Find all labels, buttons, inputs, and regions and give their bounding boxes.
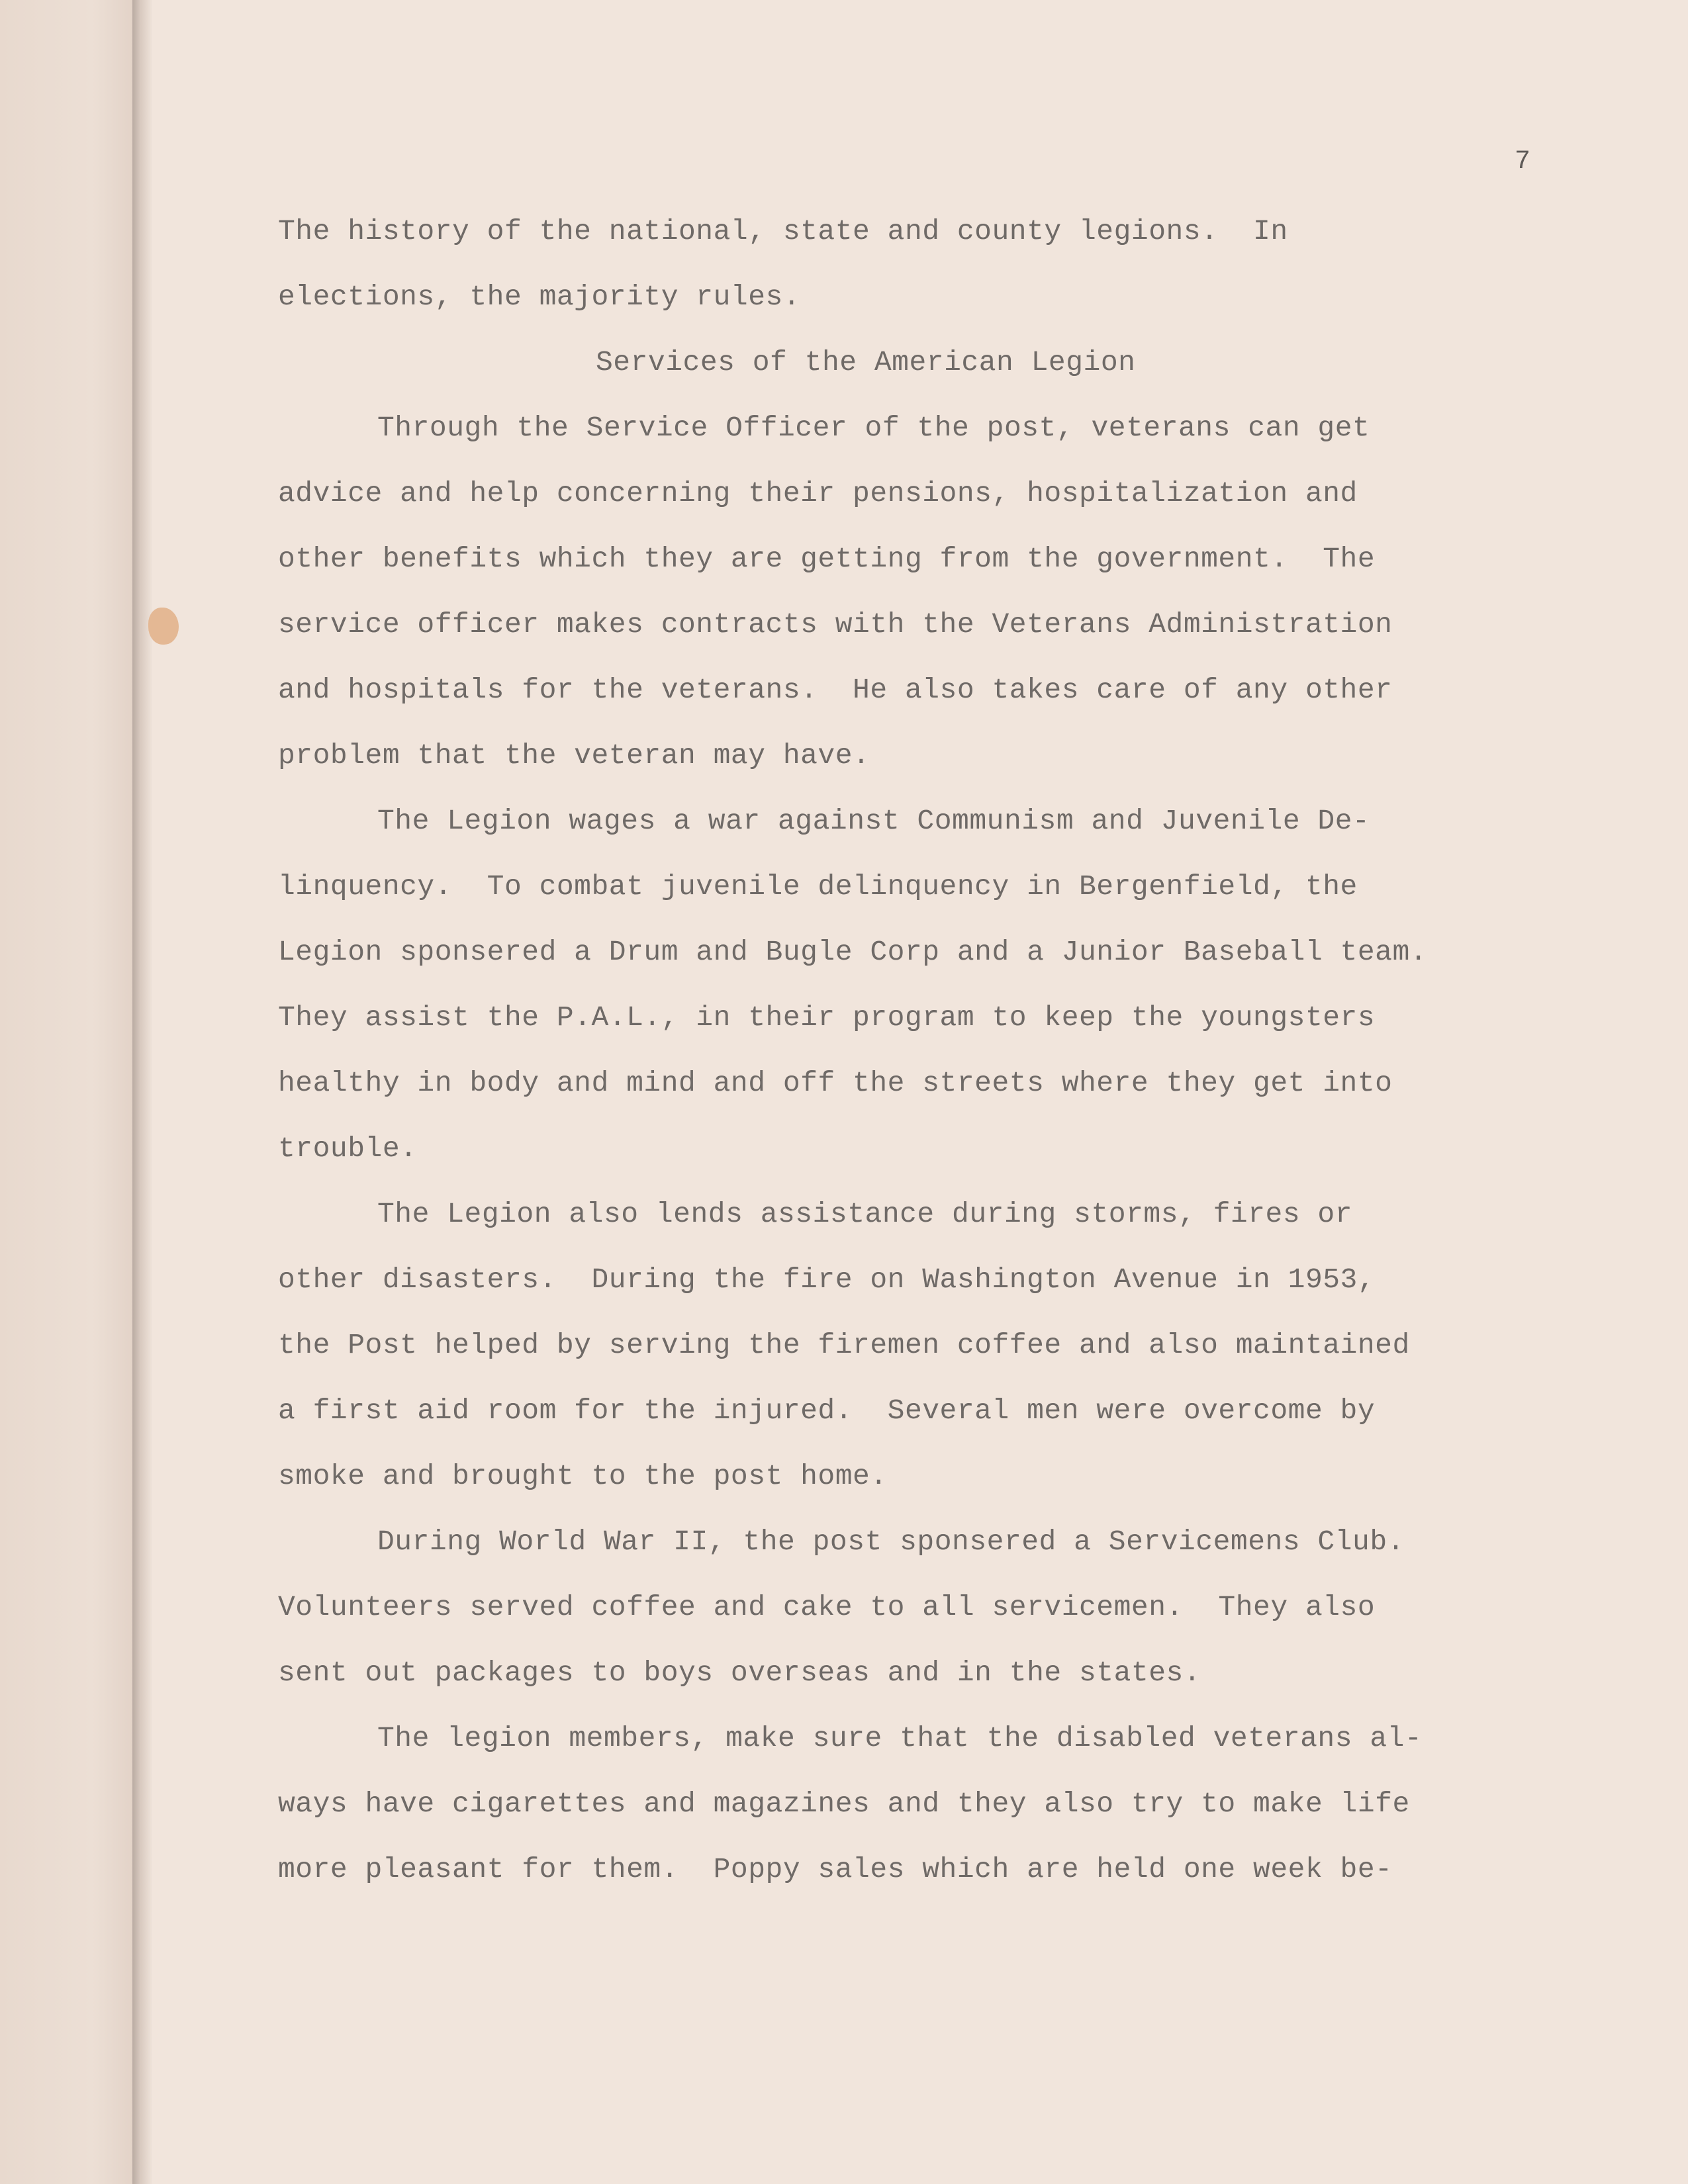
- paragraph-first-line: The Legion wages a war against Communism and Juvenile De-: [377, 805, 1370, 837]
- text-line: the Post helped by serving the firemen coffee and also maintained: [278, 1329, 1410, 1361]
- text-line: a first aid room for the injured. Several men were overcome by: [278, 1394, 1376, 1427]
- paragraph-first-line: Through the Service Officer of the post, veterans can get: [377, 412, 1370, 444]
- paragraph-first-line: The Legion also lends assistance during storms, fires or: [377, 1198, 1353, 1230]
- text-line: healthy in body and mind and off the streets where they get into: [278, 1067, 1393, 1099]
- text-line: smoke and brought to the post home.: [278, 1460, 888, 1492]
- typed-body-text: [278, 199, 1595, 1902]
- section-heading: Services of the American Legion: [596, 346, 1136, 379]
- text-line: advice and help concerning their pensions, hospitalization and: [278, 477, 1358, 510]
- paragraph-first-line: During World War II, the post sponsered a Servicemens Club.: [377, 1525, 1405, 1558]
- text-line: sent out packages to boys overseas and in the states.: [278, 1657, 1201, 1689]
- text-line: other benefits which they are getting from the government. The: [278, 543, 1376, 575]
- text-line: service officer makes contracts with the Veterans Administration: [278, 608, 1393, 641]
- text-line: The history of the national, state and county legions. In: [278, 215, 1288, 248]
- text-line: elections, the majority rules.: [278, 281, 801, 313]
- text-line: and hospitals for the veterans. He also takes care of any other: [278, 674, 1393, 706]
- text-line: They assist the P.A.L., in their program to keep the youngsters: [278, 1001, 1376, 1034]
- text-line: problem that the veteran may have.: [278, 739, 870, 772]
- paragraph-first-line: The legion members, make sure that the disabled veterans al-: [377, 1722, 1423, 1754]
- page-number: 7: [1515, 147, 1531, 177]
- text-line: ways have cigarettes and magazines and they also try to make life: [278, 1788, 1410, 1820]
- text-line: trouble.: [278, 1132, 418, 1165]
- binding-strip: [0, 0, 132, 2184]
- paper-tear-mark: [148, 608, 179, 645]
- text-line: Volunteers served coffee and cake to all servicemen. They also: [278, 1591, 1376, 1623]
- text-line: other disasters. During the fire on Washington Avenue in 1953,: [278, 1263, 1376, 1296]
- text-line: more pleasant for them. Poppy sales which are held one week be-: [278, 1853, 1393, 1886]
- text-line: Legion sponsered a Drum and Bugle Corp and a Junior Baseball team.: [278, 936, 1428, 968]
- text-line: linquency. To combat juvenile delinquency in Bergenfield, the: [278, 870, 1358, 903]
- binding-fold-shadow: [132, 0, 152, 2184]
